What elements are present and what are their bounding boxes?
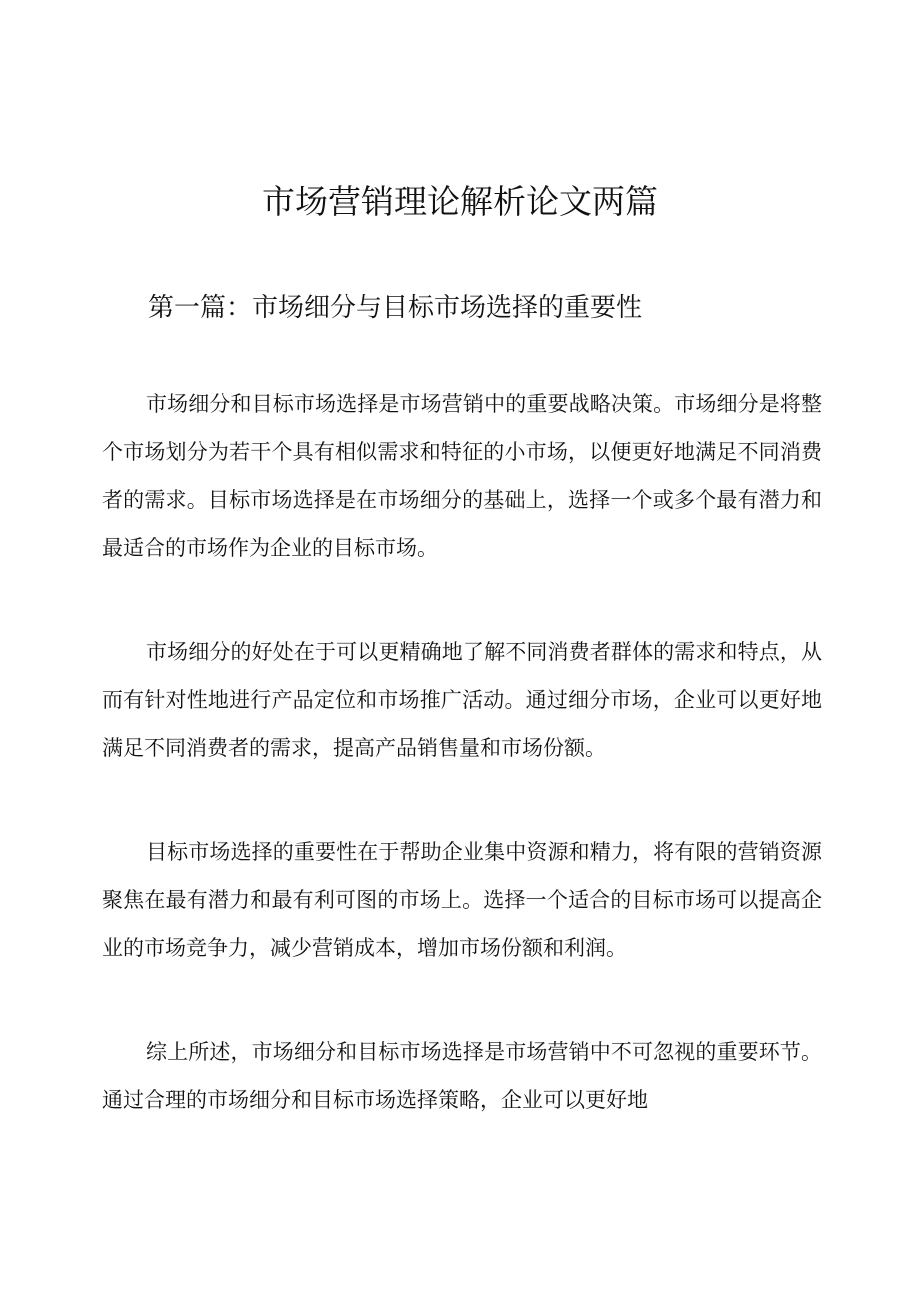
section-heading: 第一篇：市场细分与目标市场选择的重要性 (148, 293, 643, 323)
document-body (102, 380, 822, 1180)
paragraph-3: 目标市场选择的重要性在于帮助企业集中资源和精力，将有限的营销资源聚焦在最有潜力和最有利可图的市场上。选择一个适合的目标市场可以提高企业的市场竞争力，减少营销成本，增加市场份额和利润。 (102, 840, 822, 960)
paragraph-1: 市场细分和目标市场选择是市场营销中的重要战略决策。市场细分是将整个市场划分为若干个具有相似需求和特征的小市场，以便更好地满足不同消费者的需求。目标市场选择是在市场细分的基础上，选择一个或多个最有潜力和最适合的市场作为企业的目标市场。 (102, 392, 822, 560)
paragraph-4: 综上所述，市场细分和目标市场选择是市场营销中不可忽视的重要环节。通过合理的市场细分和目标市场选择策略，企业可以更好地 (102, 1040, 822, 1112)
paragraph-2: 市场细分的好处在于可以更精确地了解不同消费者群体的需求和特点，从而有针对性地进行产品定位和市场推广活动。通过细分市场，企业可以更好地满足不同消费者的需求，提高产品销售量和市场份额。 (102, 640, 822, 760)
document-title: 市场营销理论解析论文两篇 (262, 182, 658, 221)
